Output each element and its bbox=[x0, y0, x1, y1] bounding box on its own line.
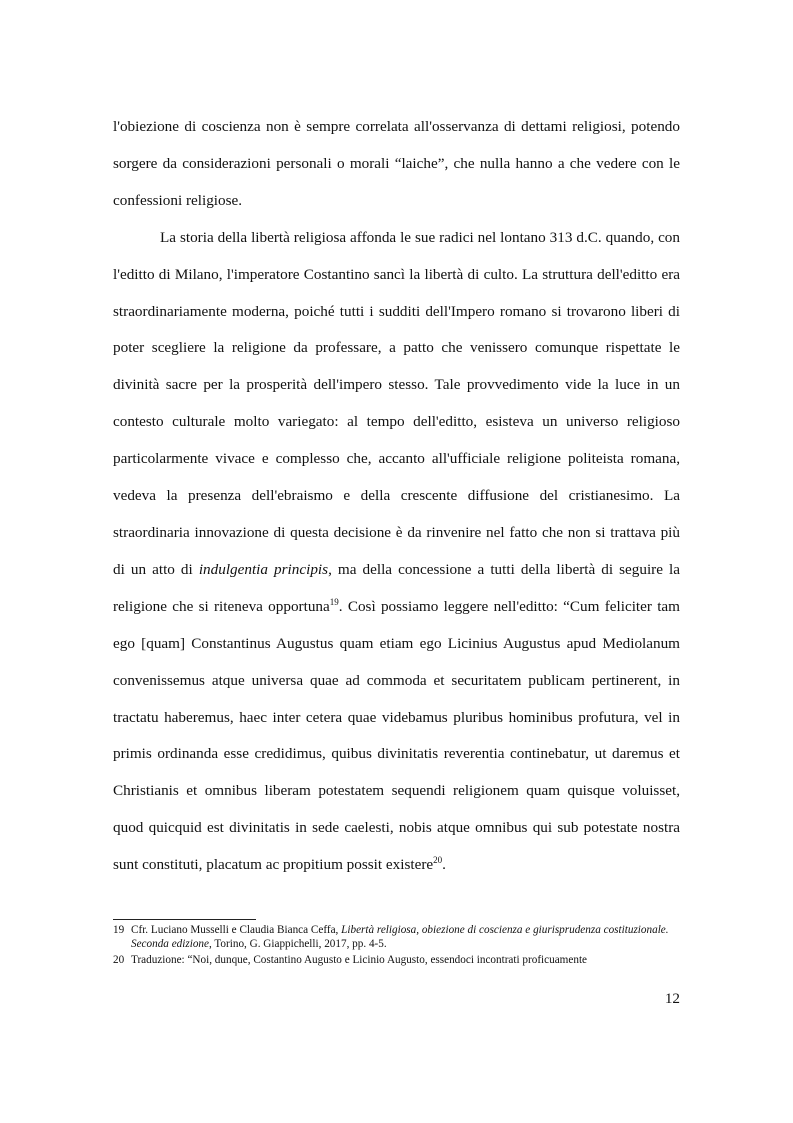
footnote-ref-19[interactable]: 19 bbox=[329, 596, 339, 607]
footnote-19 bbox=[113, 923, 685, 951]
paragraph-2-text-c: . Così possiamo leggere nell'editto: “Cum feliciter tam ego [quam] Constantinus Augustus quam etiam ego Licinius Augustus apud Mediolanum convenissemus atque universa quae ad commoda et securitatem publicam pertinerent, in tractatu haberemus, haec inter cetera quae videbamus pluribus hominibus profutura, vel in primis ordinanda esse credidimus, quibus divinitatis reverentia continebatur, ut daremus et Christianis et omnibus liberam potestatem sequendi religionem quam quisque voluisset, quod quicquid est divinitatis in sede caelesti, nobis atque omnibus qui sub potestate nostra sunt constituti, placatum ac propitium possit existere bbox=[113, 597, 680, 874]
footnote-number: 20 bbox=[113, 954, 125, 966]
paragraph-2-text-a: La storia della libertà religiosa affonda le sue radici nel lontano 313 d.C. quando, con l'editto di Milano, l'imperatore Costantino sancì la libertà di culto. La struttura dell'editto era straordinariamente moderna, poiché tutti i sudditi dell'Impero romano si trovarono liberi di poter scegliere la religione da professare, a patto che venissero comunque rispettate le divinità sacre per la prosperità dell'impero stesso. Tale provvedimento vide la luce in un contesto culturale molto variegato: al tempo dell'editto, esisteva un universo religioso particolarmente vivace e complesso che, accanto all'ufficiale religione politeista romana, vedeva la presenza dell'ebraismo e della crescente diffusione del cristianesimo. La straordinaria innovazione di questa decisione è da rinvenire nel fatto che non si trattava più di un atto di bbox=[113, 228, 680, 578]
body-text bbox=[113, 109, 680, 884]
footnote-ref-20[interactable]: 20 bbox=[433, 855, 443, 866]
footnotes bbox=[113, 923, 685, 969]
paragraph-2-text-d: . bbox=[442, 856, 446, 874]
footnote-20 bbox=[113, 953, 685, 967]
footnote-suffix: , Torino, G. Giappichelli, 2017, pp. 4-5. bbox=[208, 938, 387, 950]
paragraph-2 bbox=[113, 220, 680, 884]
footnote-title: Libertà religiosa, obiezione di coscienza e giurisprudenza costituzionale. Seconda edizione bbox=[131, 924, 669, 950]
footnote-separator bbox=[113, 919, 256, 920]
footnote-prefix: Cfr. Luciano Musselli e Claudia Bianca Ceffa, bbox=[131, 924, 342, 936]
page-number: 12 bbox=[664, 990, 680, 1007]
italic-term: indulgentia principis bbox=[198, 560, 329, 578]
footnote-text: Traduzione: “Noi, dunque, Costantino Augusto e Licinio Augusto, essendoci incontrati proficuamente bbox=[131, 954, 588, 966]
footnote-text bbox=[131, 923, 685, 951]
footnote-number: 19 bbox=[113, 924, 125, 936]
paragraph-1: l'obiezione di coscienza non è sempre correlata all'osservanza di dettami religiosi, potendo sorgere da considerazioni personali o morali “laiche”, che nulla hanno a che vedere con le confessioni religiose. bbox=[113, 118, 680, 209]
paragraph-2-text-b: , ma della concessione a tutti della libertà di seguire la religione che si riteneva opportuna bbox=[113, 560, 680, 615]
